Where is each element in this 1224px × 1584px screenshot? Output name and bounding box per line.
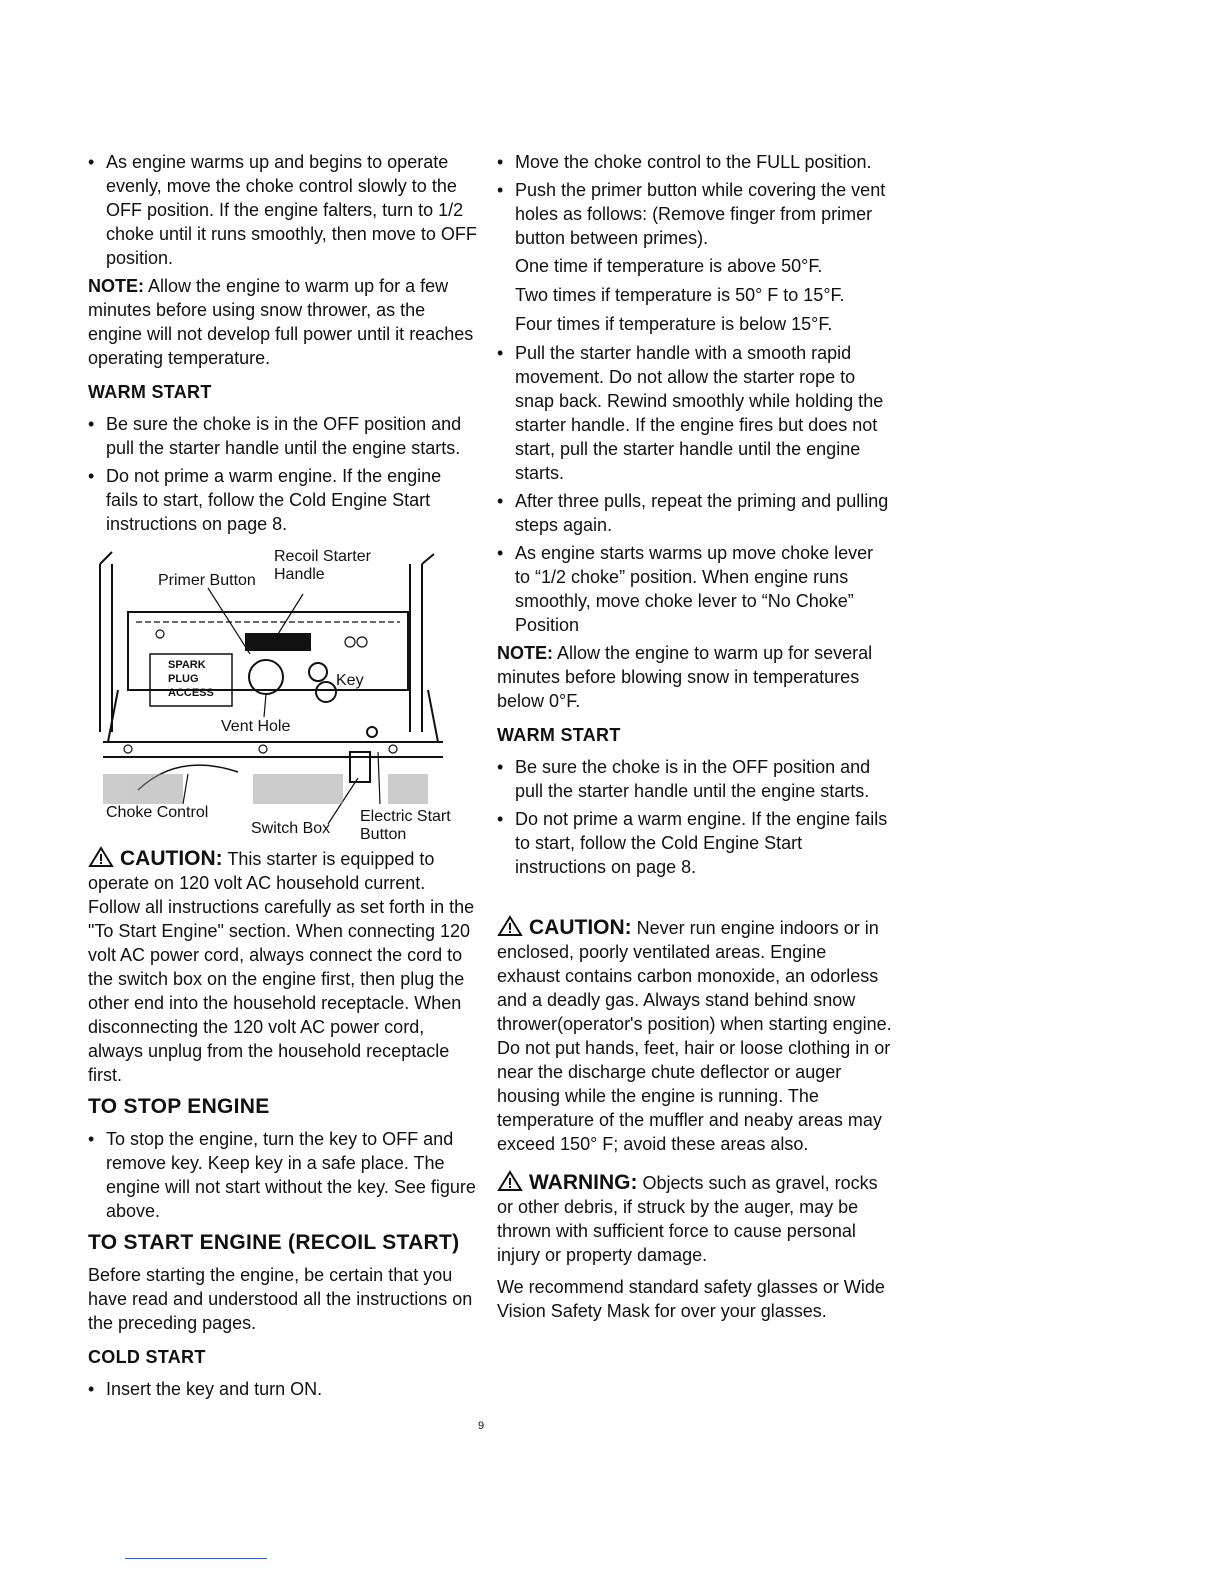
- list-item: • Be sure the choke is in the OFF position and pull the starter handle until the engine starts.: [88, 412, 478, 460]
- recoil-starter-label: Recoil Starter: [274, 548, 371, 565]
- caution-label: CAUTION:: [529, 916, 632, 939]
- handle-label: Handle: [274, 566, 325, 583]
- list-item: • To stop the engine, turn the key to OFF and remove key. Keep key in a safe place. The engine will not start without the key. See figure above.: [88, 1127, 478, 1223]
- list-item: • Pull the starter handle with a smooth rapid movement. Do not allow the starter rope to snap back. Rewind smoothly while holding the starter handle. If the engine fires but does not start, pull the starter handle until the engine starts.: [497, 341, 892, 485]
- switch-box-label: Switch Box: [251, 820, 331, 837]
- list-item: • After three pulls, repeat the priming and pulling steps again.: [497, 489, 892, 537]
- temperature-line: Four times if temperature is below 15°F.: [515, 314, 833, 334]
- spark-plug-label: SPARK PLUG ACCESS: [168, 659, 214, 699]
- note-text: Allow the engine to warm up for a few minutes before using snow thrower, as the engine will not develop full power until it reaches operating temperature.: [88, 276, 474, 368]
- list-item: • Do not prime a warm engine. If the engine fails to start, follow the Cold Engine Start instructions on page 8.: [88, 464, 478, 536]
- engine-panel-drawing: [88, 542, 458, 832]
- choke-control-label: Choke Control: [106, 804, 209, 821]
- warm-start-heading: WARM START: [497, 725, 621, 745]
- warning-block: [497, 1170, 892, 1267]
- stop-engine-heading: TO STOP ENGINE: [88, 1095, 270, 1118]
- right-column: [497, 150, 892, 1327]
- primer-button-label: Primer Button: [158, 572, 256, 589]
- warning-triangle-icon: [497, 1170, 523, 1192]
- warning-triangle-icon: [497, 915, 523, 937]
- page-number: 9: [478, 1420, 485, 1432]
- warning-label: WARNING:: [529, 1171, 638, 1194]
- cold-start-heading: COLD START: [88, 1347, 206, 1367]
- vent-hole-label: Vent Hole: [221, 718, 291, 735]
- footer-rule: [125, 1558, 267, 1559]
- caution-text: This starter is equipped to operate on 120 volt AC household current. Follow all instructions carefully as set forth in the "To Start Engine" section. When connecting 120 volt AC power cord, always connect the cord to the switch box on the engine first, then plug the other end into the household receptacle. When disconnecting the 120 volt AC power cord, always unplug from the household receptacle first.: [88, 849, 475, 1085]
- list-item: • As engine starts warms up move choke lever to “1/2 choke” position. When engine runs smoothly, move choke lever to “No Choke” Position: [497, 541, 892, 637]
- caution-text: Never run engine indoors or in enclosed, poorly ventilated areas. Engine exhaust contains carbon monoxide, an odorless and a deadly gas. Always stand behind snow thrower(operator's position) when starting engine. Do not put hands, feet, hair or loose clothing in or near the discharge chute deflector or auger housing while the engine is running. The temperature of the muffler and neaby areas may exceed 150° F; avoid these areas also.: [497, 918, 892, 1154]
- key-label: Key: [336, 672, 364, 689]
- temperature-line: Two times if temperature is 50° F to 15°F.: [515, 285, 845, 305]
- list-item: • As engine warms up and begins to operate evenly, move the choke control slowly to the OFF position. If the engine falters, turn to 1/2 choke until it runs smoothly, then move to OFF position.: [88, 150, 478, 270]
- caution-label: CAUTION:: [120, 847, 223, 870]
- list-item: • Do not prime a warm engine. If the engine fails to start, follow the Cold Engine Start instructions on page 8.: [497, 807, 892, 879]
- note-label: NOTE:: [88, 276, 144, 296]
- caution-block: [497, 915, 892, 1156]
- list-item: • Move the choke control to the FULL position.: [497, 150, 892, 174]
- list-item: • Push the primer button while covering the vent holes as follows: (Remove finger from primer button between primes).: [497, 178, 892, 250]
- electric-start-label: Electric Start: [360, 808, 451, 825]
- temperature-line: One time if temperature is above 50°F.: [515, 256, 823, 276]
- note-paragraph: [497, 641, 892, 713]
- warning-text: Objects such as gravel, rocks or other debris, if struck by the auger, may be thrown with sufficient force to cause personal injury or property damage.: [497, 1173, 878, 1265]
- recommend-text: We recommend standard safety glasses or Wide Vision Safety Mask for over your glasses.: [497, 1277, 885, 1321]
- note-paragraph: [88, 274, 478, 370]
- warm-start-heading: WARM START: [88, 382, 212, 402]
- left-column: [88, 150, 478, 1405]
- list-item: • Insert the key and turn ON.: [88, 1377, 478, 1401]
- note-label: NOTE:: [497, 643, 553, 663]
- warning-triangle-icon: [88, 846, 114, 868]
- caution-block: [88, 846, 478, 1087]
- list-item: • Be sure the choke is in the OFF position and pull the starter handle until the engine starts.: [497, 755, 892, 803]
- recoil-start-heading: TO START ENGINE (RECOIL START): [88, 1231, 460, 1254]
- engine-control-panel-figure: [88, 542, 458, 843]
- button-label: Button: [360, 826, 407, 843]
- recoil-start-text: Before starting the engine, be certain that you have read and understood all the instructions on the preceding pages.: [88, 1265, 473, 1333]
- note-text: Allow the engine to warm up for several minutes before blowing snow in temperatures below 0°F.: [497, 643, 873, 711]
